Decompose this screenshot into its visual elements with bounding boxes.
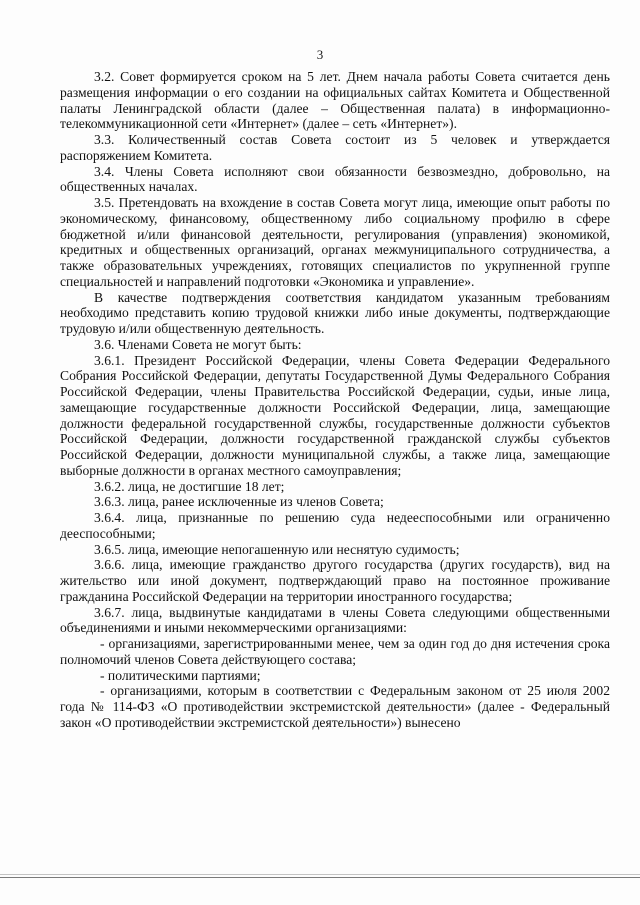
paragraph-3-6-3: 3.6.3. лица, ранее исключенные из членов Совета;: [94, 494, 384, 510]
scan-edge-line: [0, 874, 640, 875]
list-item-dash-extremism: - организациями, которым в соответствии с Федеральным законом от 25 июля 2002 года № 114-ФЗ «О противодействии экстремистской деятельности» (далее - Федеральный закон «О противодействии экстремистской деятельности») вынесено: [60, 683, 610, 730]
paragraph-3-6-7: 3.6.7. лица, выдвинутые кандидатами в члены Совета следующими общественными объединениями и иными некоммерческими организациями:: [60, 604, 610, 636]
paragraph-3-6-4: 3.6.4. лица, признанные по решению суда недееспособными или ограниченно дееспособными;: [60, 510, 610, 541]
paragraph-confirmation: В качестве подтверждения соответствия кандидатом указанным требованиям необходимо представить копию трудовой книжки либо иные документы, подтверждающие трудовую и/или общественную деятельность.: [60, 289, 610, 336]
list-item-dash-parties: - политическими партиями;: [100, 667, 261, 683]
paragraph-3-6-1: 3.6.1. Президент Российской Федерации, члены Совета Федерации Федерального Собрания Российской Федерации, депутаты Государственной Думы Федерального Собрания Российской Федерации, члены Правительства Российской Федерации, судьи, иные лица, замещающие государственные должности Российской Федерации, лица, замещающие должности федеральной государственной службы, государственные должности субъектов Российской Федерации, должности государственной гражданской службы субъектов Российской Федерации, должности муниципальной службы, а также лица, замещающие выборные должности в органах местного самоуправления;: [60, 352, 610, 478]
scan-edge-line: [0, 877, 640, 878]
page-number: 3: [316, 47, 324, 62]
paragraph-3-3: 3.3. Количественный состав Совета состоит из 5 человек и утверждается распоряжением Комитета.: [60, 132, 610, 163]
paragraph-3-2: 3.2. Совет формируется сроком на 5 лет. Днем начала работы Совета считается день размещения информации о его создании на официальных сайтах Комитета и Общественной палаты Ленинградской области (далее – Общественная палата) в информационно-телекоммуникационной сети «Интернет» (далее – сеть «Интернет»).: [60, 69, 610, 132]
paragraph-3-6-2: 3.6.2. лица, не достигшие 18 лет;: [94, 478, 285, 494]
paragraph-3-6-6: 3.6.6. лица, имеющие гражданство другого государства (других государств), вид на жительство или иной документ, подтверждающий право на постоянное проживание гражданина Российской Федерации на территории иностранного государства;: [60, 557, 610, 604]
paragraph-3-6-5: 3.6.5. лица, имеющие непогашенную или неснятую судимость;: [94, 541, 460, 557]
paragraph-3-6: 3.6. Членами Совета не могут быть:: [94, 336, 302, 352]
document-body: [60, 69, 610, 731]
paragraph-3-5: 3.5. Претендовать на вхождение в состав Совета могут лица, имеющие опыт работы по экономическому, финансовому, общественному либо социальному профилю в сфере бюджетной и/или финансовой деятельности, регулирования (управления) экономикой, кредитных и общественных организаций, органах межмуниципального сотрудничества, а также образовательных учреждениях, готовящих специалистов по укрупненной группе специальностей и направлений подготовки «Экономика и управление».: [60, 195, 610, 289]
paragraph-3-4: 3.4. Члены Совета исполняют свои обязанности безвозмездно, добровольно, на общественных началах.: [60, 163, 610, 195]
list-item-dash-registered: - организациями, зарегистрированными менее, чем за один год до дня истечения срока полномочий членов Совета действующего состава;: [60, 636, 610, 667]
